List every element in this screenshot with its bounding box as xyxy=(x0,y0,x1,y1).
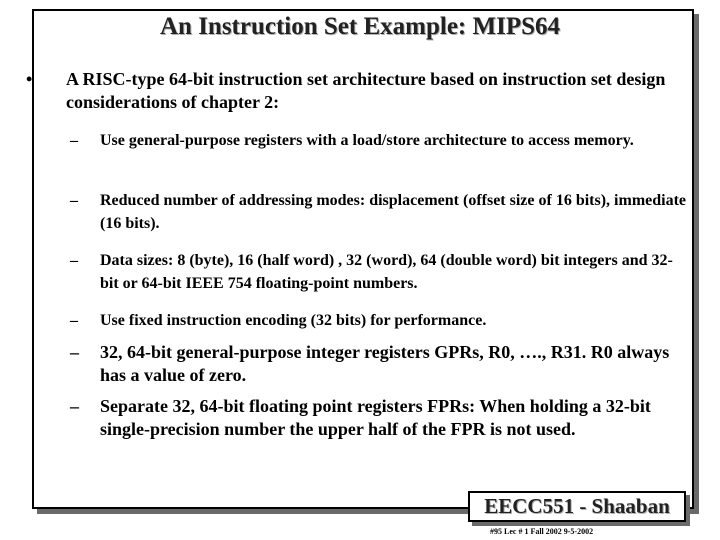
lecture-meta: #95 Lec # 1 Fall 2002 9-5-2002 xyxy=(490,527,594,536)
sub-bullet-gprs xyxy=(70,341,690,387)
sub-bullet-data-sizes xyxy=(70,249,690,295)
slide-title: An Instruction Set Example: MIPS64 xyxy=(159,13,560,40)
sub-bullet-fprs xyxy=(70,395,690,441)
main-bullet xyxy=(26,68,686,114)
sub-bullet-text: Use general-purpose registers with a load/store architecture to access memory. xyxy=(100,132,634,149)
course-label: EECC551 - Shaaban xyxy=(484,494,670,518)
dash-marker: – xyxy=(70,342,79,362)
sub-bullet-encoding xyxy=(70,309,690,332)
dash-marker: – xyxy=(70,396,79,416)
sub-bullet-text: Data sizes: 8 (byte), 16 (half word) , 32 (word), 64 (double word) bit integers and 32-bit or 64-bit IEEE 754 floating-point numbers. xyxy=(100,252,673,292)
course-label-box xyxy=(468,491,686,522)
bullet-marker: • xyxy=(26,69,33,89)
main-bullet-text: A RISC-type 64-bit instruction set architecture based on instruction set design considerations of chapter 2: xyxy=(66,69,666,112)
dash-marker: – xyxy=(70,252,78,269)
dash-marker: – xyxy=(70,312,78,329)
sub-bullet-addressing-modes xyxy=(70,189,690,235)
dash-marker: – xyxy=(70,132,78,149)
dash-marker: – xyxy=(70,192,78,209)
sub-bullet-registers xyxy=(70,129,690,152)
sub-bullet-text: 32, 64-bit general-purpose integer registers GPRs, R0, …., R31. R0 always has a value of zero. xyxy=(100,342,670,385)
sub-bullet-text: Use fixed instruction encoding (32 bits) for performance. xyxy=(100,312,487,329)
sub-bullet-text: Reduced number of addressing modes: displacement (offset size of 16 bits), immediate (16 bits). xyxy=(100,192,687,232)
sub-bullet-text: Separate 32, 64-bit floating point registers FPRs: When holding a 32-bit single-precision number the upper half of the FPR is not used. xyxy=(100,396,651,439)
